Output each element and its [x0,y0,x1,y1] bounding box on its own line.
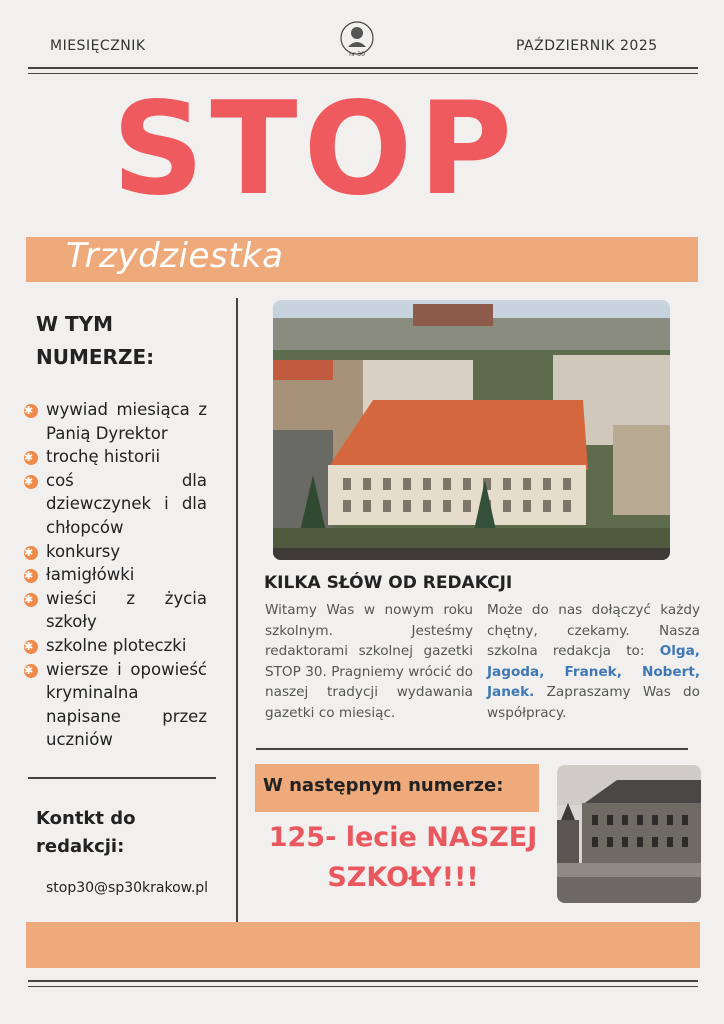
footer-band [26,922,700,968]
toc-list [24,398,207,752]
asterisk-icon: ✱ [24,640,38,654]
next-issue-label: W następnym numerze: [263,775,504,796]
toc-item: ✱ szkolne ploteczki [24,635,187,655]
masthead-subtitle: Trzydziestka [66,236,284,276]
asterisk-icon: ✱ [24,475,38,489]
asterisk-icon: ✱ [24,569,38,583]
toc-item: ✱ wiersze i opowieść kryminalna napisane przez uczniów [24,659,207,750]
toc-item: ✱ wieści z życia szkoły [24,588,207,632]
publication-frequency: MIESIĘCZNIK [50,38,146,54]
asterisk-icon: ✱ [24,664,38,678]
contact-heading: Kontkt do redakcji: [36,808,136,857]
historic-school-photo [557,765,701,903]
toc-item: ✱ konkursy [24,541,121,561]
column-divider [236,298,238,922]
editor-names: Olga, Jagoda, Franek, Nobert, Janek. [487,643,700,700]
asterisk-icon: ✱ [24,593,38,607]
toc-item: ✱ wywiad miesiąca z Panią Dyrektor [24,400,207,443]
toc-item: ✱ łamigłówki [24,565,135,585]
article-column-2: Może do nas dołączyć każdy chętny, czekamy. Nasza szkolna redakcja to: Olga, Jagoda, Franek, Nobert, Janek. Zapraszamy Was do współpracy. [487,602,700,721]
article-divider [256,748,688,750]
article-column-1: Witamy Was w nowym roku szkolnym. Jesteśmy redaktorami szkolnej gazetki STOP 30. Pragniemy wrócić do naszej tradycji wydawania gazetki co miesiąc. [265,602,473,721]
toc-item: ✱ trochę historii [24,447,161,467]
footer-rule [28,980,698,982]
toc-divider [28,777,216,779]
toc-item: ✱ coś dla dziewczynek i dla chłopców [24,470,207,537]
school-logo: nr 30 [339,20,375,62]
school-campus-photo [273,300,670,560]
masthead-title: STOP [112,75,519,224]
header-rule [28,67,698,69]
asterisk-icon: ✱ [24,404,38,418]
toc-heading: W TYM NUMERZE: [36,312,155,369]
header-rule-thin [28,73,698,74]
asterisk-icon: ✱ [24,451,38,465]
issue-date: PAŹDZIERNIK 2025 [516,38,658,54]
asterisk-icon: ✱ [24,546,38,560]
contact-email: stop30@sp30krakow.pl [46,880,209,896]
next-issue-headline: 125- lecie NASZEJ SZKOŁY!!! [268,822,538,893]
footer-rule-thin [28,986,698,987]
article-title: KILKA SŁÓW OD REDAKCJI [264,573,513,593]
